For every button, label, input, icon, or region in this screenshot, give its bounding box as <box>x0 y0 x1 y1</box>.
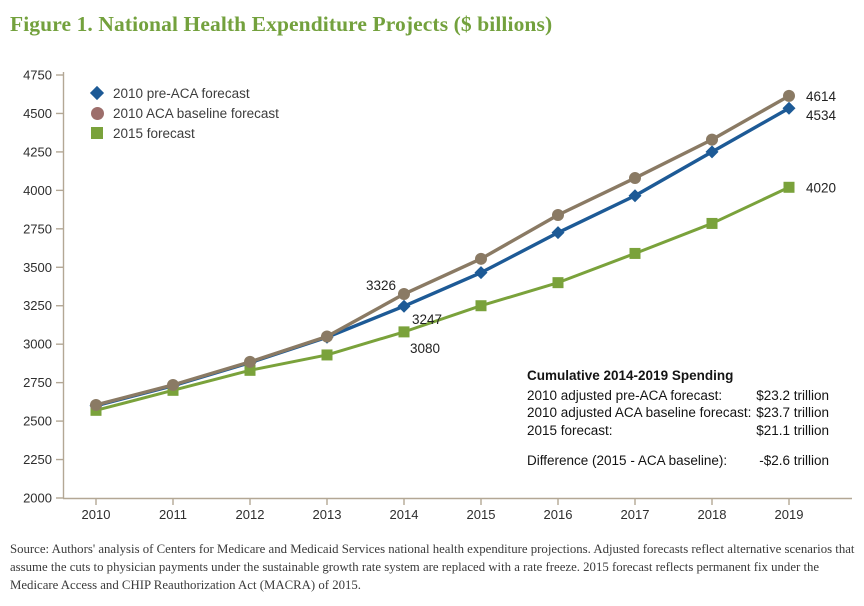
annotation-row <box>527 387 829 405</box>
source-note: Source: Authors' analysis of Centers for Medicare and Medicaid Services national health expenditure projections. Adjusted forecasts reflect alternative scenarios that assume the cuts to physician payments under the sustainable growth rate system are replaced with a rate freeze. 2015 forecast reflects permanent fix under the Medicare Access and CHIP Reauthorization Act (MACRA) of 2015. <box>10 542 855 593</box>
annotation-spacer <box>527 439 829 452</box>
annotation-label: 2010 adjusted pre-ACA forecast: <box>527 387 723 403</box>
marker-diamond-pre-aca <box>475 266 488 279</box>
annotation-value: $23.2 trillion <box>756 387 829 403</box>
marker-circle-aca-baseline <box>552 209 564 221</box>
y-axis-tick-label: 2500 <box>23 413 52 429</box>
marker-circle-aca-baseline <box>167 379 179 391</box>
x-axis-tick-label: 2018 <box>697 507 727 522</box>
point-value-label: 4614 <box>806 88 837 104</box>
marker-circle-aca-baseline <box>783 90 795 102</box>
x-axis-tick-label: 2019 <box>774 507 804 522</box>
x-axis-tick-label: 2013 <box>312 507 342 522</box>
cumulative-spending-box <box>527 367 829 470</box>
marker-square-2015-forecast <box>322 349 333 360</box>
y-axis-tick-label: 2000 <box>23 490 52 506</box>
y-axis-tick-label: 4500 <box>23 105 52 121</box>
circle-marker-icon <box>89 107 105 120</box>
marker-circle-aca-baseline <box>475 253 487 265</box>
marker-square-2015-forecast <box>553 277 564 288</box>
annotation-row <box>527 422 829 440</box>
legend-label: 2010 pre-ACA forecast <box>113 85 250 101</box>
marker-diamond-pre-aca <box>398 300 411 313</box>
point-value-label: 4534 <box>806 108 837 124</box>
y-axis-tick-label: 4750 <box>23 67 52 83</box>
point-value-label: 3080 <box>410 340 441 356</box>
marker-diamond-pre-aca <box>552 226 565 239</box>
legend <box>89 83 279 143</box>
annotation-value: $23.7 trillion <box>756 405 829 421</box>
legend-item-aca-baseline <box>89 103 279 123</box>
legend-item-2015-forecast <box>89 123 279 143</box>
x-axis-tick-label: 2017 <box>620 507 650 522</box>
x-axis-tick-label: 2012 <box>235 507 265 522</box>
annotation-label: 2015 forecast: <box>527 422 613 438</box>
annotation-difference-row <box>527 452 829 470</box>
x-axis-tick-label: 2016 <box>543 507 573 522</box>
annotation-label: Difference (2015 - ACA baseline): <box>527 453 728 469</box>
x-axis-tick-label: 2010 <box>81 507 111 522</box>
annotation-title: Cumulative 2014-2019 Spending <box>527 368 734 383</box>
marker-square-2015-forecast <box>476 300 487 311</box>
marker-square-2015-forecast <box>707 218 718 229</box>
marker-diamond-pre-aca <box>783 102 796 115</box>
legend-item-pre-aca <box>89 83 279 103</box>
marker-circle-aca-baseline <box>629 172 641 184</box>
annotation-row <box>527 404 829 422</box>
legend-label: 2010 ACA baseline forecast <box>113 105 279 121</box>
y-axis-tick-label: 2250 <box>23 452 52 468</box>
y-axis-tick-label: 3250 <box>23 298 52 314</box>
annotation-label: 2010 adjusted ACA baseline forecast: <box>527 405 752 421</box>
y-axis-tick-label: 2750 <box>23 221 52 237</box>
marker-square-2015-forecast <box>399 326 410 337</box>
y-axis-tick-label: 2750 <box>23 375 52 391</box>
marker-square-2015-forecast <box>784 182 795 193</box>
marker-circle-aca-baseline <box>244 356 256 368</box>
legend-label: 2015 forecast <box>113 125 195 141</box>
y-axis-tick-label: 4000 <box>23 182 52 198</box>
diamond-marker-icon <box>89 88 105 98</box>
point-value-label: 4020 <box>806 180 837 196</box>
marker-circle-aca-baseline <box>90 399 102 411</box>
x-axis-tick-label: 2015 <box>466 507 496 522</box>
marker-diamond-pre-aca <box>629 189 642 202</box>
x-axis-tick-label: 2011 <box>159 507 187 522</box>
y-axis-tick-label: 3500 <box>23 259 52 275</box>
marker-circle-aca-baseline <box>706 134 718 146</box>
x-axis-tick-label: 2014 <box>389 507 419 522</box>
marker-square-2015-forecast <box>630 248 641 259</box>
y-axis-tick-label: 3000 <box>23 336 52 352</box>
annotation-value: -$2.6 trillion <box>759 453 829 469</box>
marker-diamond-pre-aca <box>706 145 719 158</box>
marker-circle-aca-baseline <box>321 330 333 342</box>
figure-title: Figure 1. National Health Expenditure Projects ($ billions) <box>10 12 553 36</box>
square-marker-icon <box>89 127 105 139</box>
annotation-value: $21.1 trillion <box>756 422 829 438</box>
point-value-label: 3247 <box>412 312 443 328</box>
y-axis-tick-label: 4250 <box>23 144 52 160</box>
marker-circle-aca-baseline <box>398 288 410 300</box>
point-value-label: 3326 <box>365 278 396 294</box>
